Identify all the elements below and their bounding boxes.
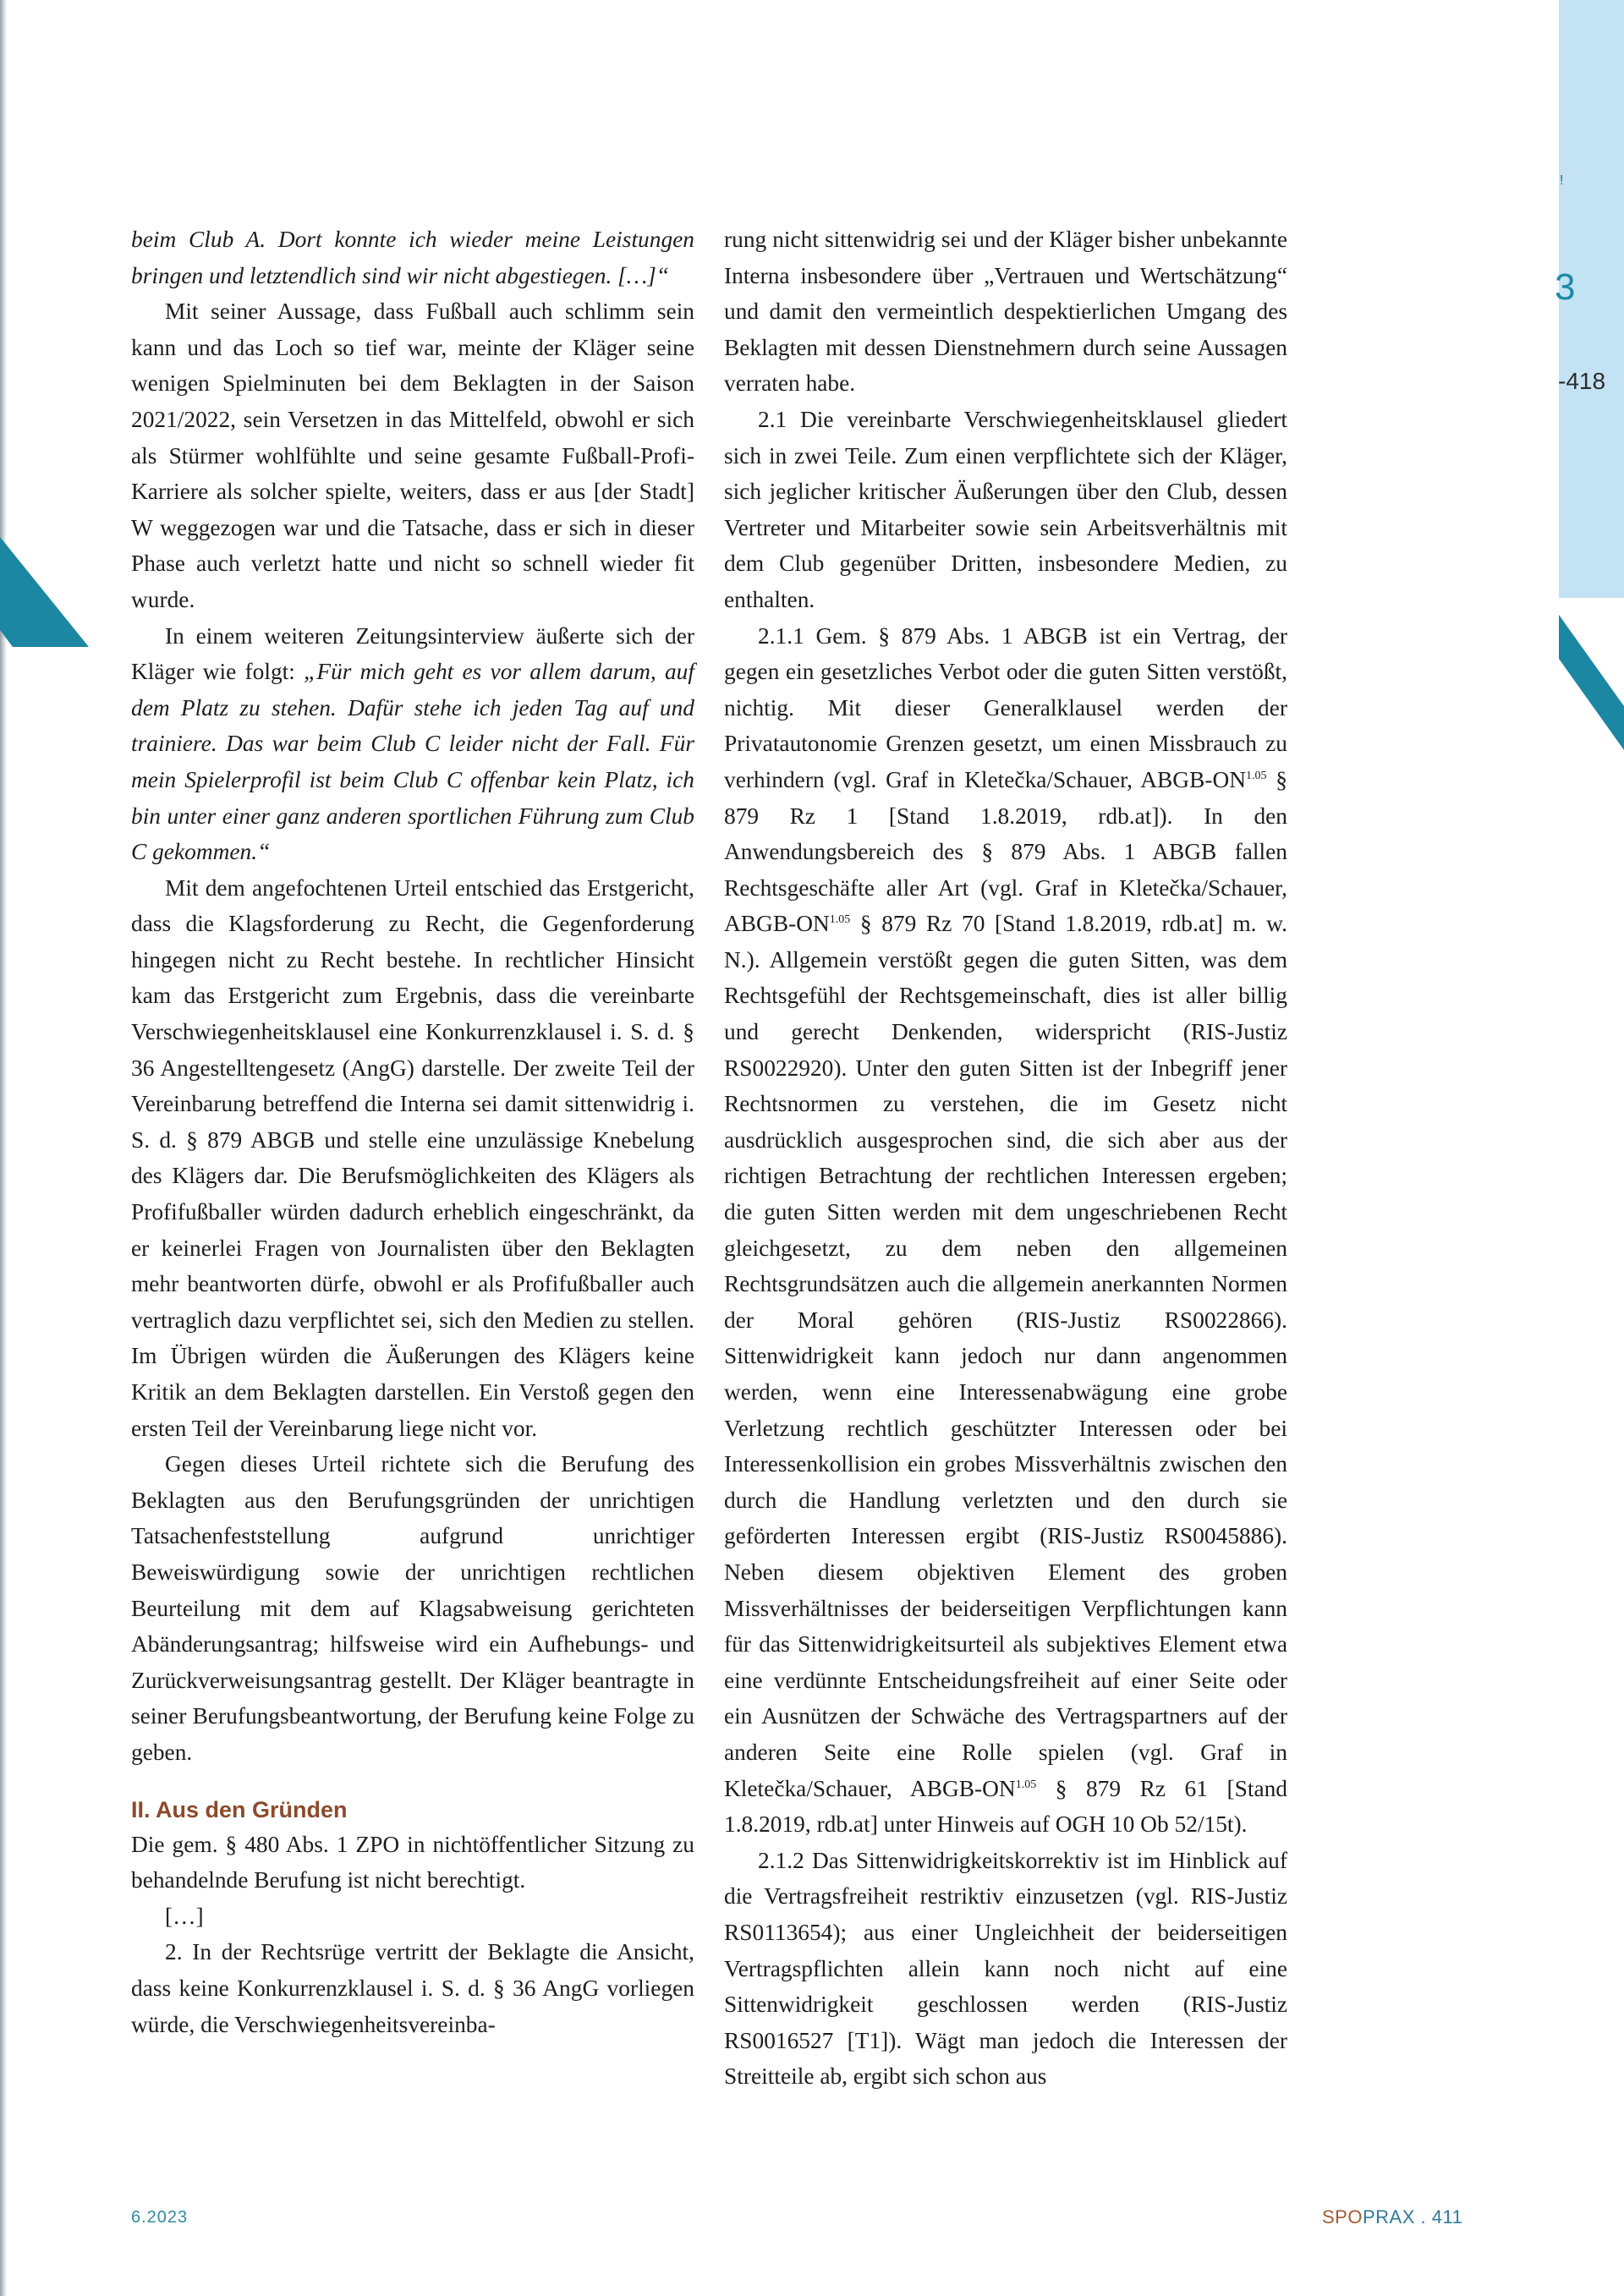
quote-continuation: beim Club A. Dort konnte ich wieder meine Leistungen bringen und letztendlich sind wir nicht abgestiegen. […]“ — [131, 227, 694, 288]
paragraph: Die gem. § 480 Abs. 1 ZPO in nichtöffentlicher Sitzung zu behandelnde Berufung ist nicht berechtigt. — [131, 1831, 694, 1893]
brand-spo: SPO — [1322, 2206, 1363, 2228]
page-number: 411 — [1431, 2206, 1463, 2228]
left-text-column — [131, 222, 694, 2042]
binding-shadow — [0, 0, 7, 2296]
text-run: § 879 Rz 70 [Stand 1.8.2019, rdb.at] m. w. N.). Allgemein verstößt gegen die guten Sitten, was dem Rechtsgefühl der Rechtsgemeinschaft, dies ist aller billig und gerecht Denkenden, widerspricht (RIS-Justiz RS0022920). Unter den guten Sitten ist der Inbegriff jener Rechtsnormen zu verstehen, die im Gesetz nicht ausdrücklich ausgesprochen sind, die sich aber aus der richtigen Betrachtung der rechtlichen Interessen ergeben; die guten Sitten werden mit dem ungeschriebenen Recht gleichgesetzt, zu dem neben den allgemeinen Rechtsgrundsätzen auch die allgemein anerkannten Normen der Moral gehören (RIS-Justiz RS0022866). Sittenwidrigkeit kann jedoch nur dann angenommen werden, wenn eine Interessenabwägung eine grobe Verletzung rechtlich geschützter Interessen oder bei Interessenkollision ein grobes Missverhältnis zwischen den durch die Handlung verletzten und den durch sie geförderten Interessen ergibt (RIS-Justiz RS0045886). Neben diesem objektiven Element des groben Missverhältnisses der beiderseitigen Verpflichtungen kann für das Sittenwidrigkeitsurteil als subjektives Element etwa eine verdünnte Entscheidungsfreiheit auf einer Seite oder ein Ausnützen der Schwäche des Vertragspartners auf der anderen Seite eine Rolle spielen (vgl. Graf in Kletečka/Schauer, ABGB-ON — [724, 911, 1287, 1801]
paragraph: 2.1.2 Das Sittenwidrigkeitskorrektiv ist im Hinblick auf die Vertragsfreiheit restriktiv einzusetzen (vgl. RIS-Justiz RS0113654); aus einer Ungleichheit der beiderseitigen Vertragspflichten allein kann noch nicht auf eine Sittenwidrigkeit geschlossen werden (RIS-Justiz RS0016527 [T1]). Wägt man jedoch die Interessen der Streitteile ab, ergibt sich schon aus — [724, 1847, 1287, 2090]
page-range: -418 — [1558, 368, 1606, 394]
section-number: 3 — [1555, 266, 1576, 308]
teal-triangle-decoration — [0, 533, 93, 651]
edition-superscript: 1.05 — [1015, 1778, 1037, 1791]
paragraph — [724, 618, 1287, 1843]
edition-superscript: 1.05 — [829, 913, 851, 927]
text-run: 2.1.1 Gem. § 879 Abs. 1 ABGB ist ein Vertrag, der gegen ein gesetzliches Verbot oder die guten Sitten verstößt, nichtig. Mit dieser Generalklausel werden der Privatautonomie Grenzen gesetzt, um einen Missbrauch zu verhindern (vgl. Graf in Kletečka/Schauer, ABGB-ON — [724, 622, 1287, 792]
section-heading: II. Aus den Gründen — [131, 1796, 348, 1822]
paragraph: 2. In der Rechtsrüge vertritt der Beklagte die Ansicht, dass keine Konkurrenzklausel i. S. d. § 36 AngG vorliegen würde, die Verschwiegenheitsvereinba- — [131, 1939, 694, 2037]
omission-marker: […] — [165, 1903, 204, 1929]
paragraph: Mit dem angefochtenen Urteil entschied das Erstgericht, dass die Klagsforderung zu Recht, die Gegenforderung hingegen nicht zu Recht bestehe. In rechtlicher Hinsicht kam das Erstgericht zum Ergebnis, dass die vereinbarte Verschwiegenheitsklausel eine Konkurrenzklausel i. S. d. § 36 Angestelltengesetz (AngG) darstelle. Der zweite Teil der Vereinbarung betreffend die Interna sei damit sittenwidrig i. S. d. § 879 ABGB und stelle eine unzulässige Knebelung des Klägers dar. Die Berufsmöglichkeiten des Klägers als Profifußballer würden dadurch erheblich eingeschränkt, da er keinerlei Fragen von Journalisten über den Beklagten mehr beantworten dürfe, obwohl er als Profifußballer auch vertraglich dazu verpflichtet sei, sich den Medien zu stellen. Im Übrigen würden die Äußerungen des Klägers keine Kritik an dem Beklagten darstellen. Ein Verstoß gegen den ersten Teil der Vereinbarung liege nicht vor. — [131, 874, 694, 1441]
issue-label: 6.2023 — [131, 2208, 189, 2227]
journal-page-footer — [1322, 2206, 1462, 2228]
paragraph: Mit seiner Aussage, dass Fußball auch schlimm sein kann und das Loch so tief war, meinte der Kläger seine wenigen Spielminuten bei dem Beklagten in der Saison 2021/2022, sein Versetzen in das Mittelfeld, obwohl er sich als Stürmer wohlfühlte und seine gesamte Fußball-Profi-Karriere als solcher spielte, weiters, dass er aus [der Stadt] W weggezogen war und die Tatsache, dass er sich in dieser Phase auch verletzt hatte und nicht so schnell wieder fit wurde. — [131, 299, 694, 612]
text-run: § 879 Rz 1 [Stand 1.8.2019, rdb.at]). In den Anwendungsbereich des § 879 Abs. 1 ABGB fallen Rechtsgeschäfte aller Art (vgl. Graf in Kletečka/Schauer, ABGB-ON — [724, 766, 1287, 937]
brand-prax: PRAX — [1362, 2206, 1415, 2228]
interview-quote: „Für mich geht es vor allem darum, auf dem Platz zu stehen. Dafür stehe ich jeden Tag auf und trainiere. Das war beim Club C leider nicht der Fall. Für mein Spielerprofil ist beim Club C offenbar kein Platz, ich bin unter einer ganz anderen sportlichen Führung zum Club C gekommen.“ — [131, 659, 694, 865]
text-run: § 879 Rz 61 [Stand 1.8.2019, rdb.at] unter Hinweis auf OGH 10 Ob 52/15t). — [724, 1775, 1287, 1838]
strip-mark: ! — [1560, 173, 1564, 188]
right-text-column — [724, 222, 1287, 2095]
paragraph: rung nicht sittenwidrig sei und der Kläger bisher unbekannte Interna insbesondere über „Vertrauen und Wertschätzung“ und damit den vermeintlich despektierlichen Umgang des Beklagten mit dessen Dienstnehmern durch seine Aussagen verraten habe. — [724, 227, 1287, 397]
separator: . — [1414, 2206, 1432, 2228]
teal-parallelogram-decoration — [1559, 615, 1624, 750]
paragraph: Gegen dieses Urteil richtete sich die Berufung des Beklagten aus den Berufungsgründen der unrichtigen Tatsachenfeststellung aufgrund unrichtiger Beweiswürdigung sowie der unrichtigen rechtlichen Beurteilung mit dem auf Klagsabweisung gerichteten Abänderungsantrag; hilfsweise wird ein Aufhebungs- und Zurückverweisungsantrag gestellt. Der Kläger beantragte in seiner Berufungsbeantwortung, der Berufung keine Folge zu geben. — [131, 1451, 694, 1765]
paragraph-with-quote — [131, 618, 694, 870]
paragraph: 2.1 Die vereinbarte Verschwiegenheitsklausel gliedert sich in zwei Teile. Zum einen verpflichtete sich der Kläger, sich jeglicher kritischer Äußerungen über den Club, dessen Vertreter und Mitarbeiter sowie sein Arbeitsverhältnis mit dem Club gegenüber Dritten, insbesondere Medien, zu enthalten. — [724, 406, 1287, 612]
quote-intro: In einem weiteren Zeitungsinterview äußerte sich der Kläger wie folgt: — [131, 622, 694, 685]
edition-superscript: 1.05 — [1246, 769, 1267, 782]
